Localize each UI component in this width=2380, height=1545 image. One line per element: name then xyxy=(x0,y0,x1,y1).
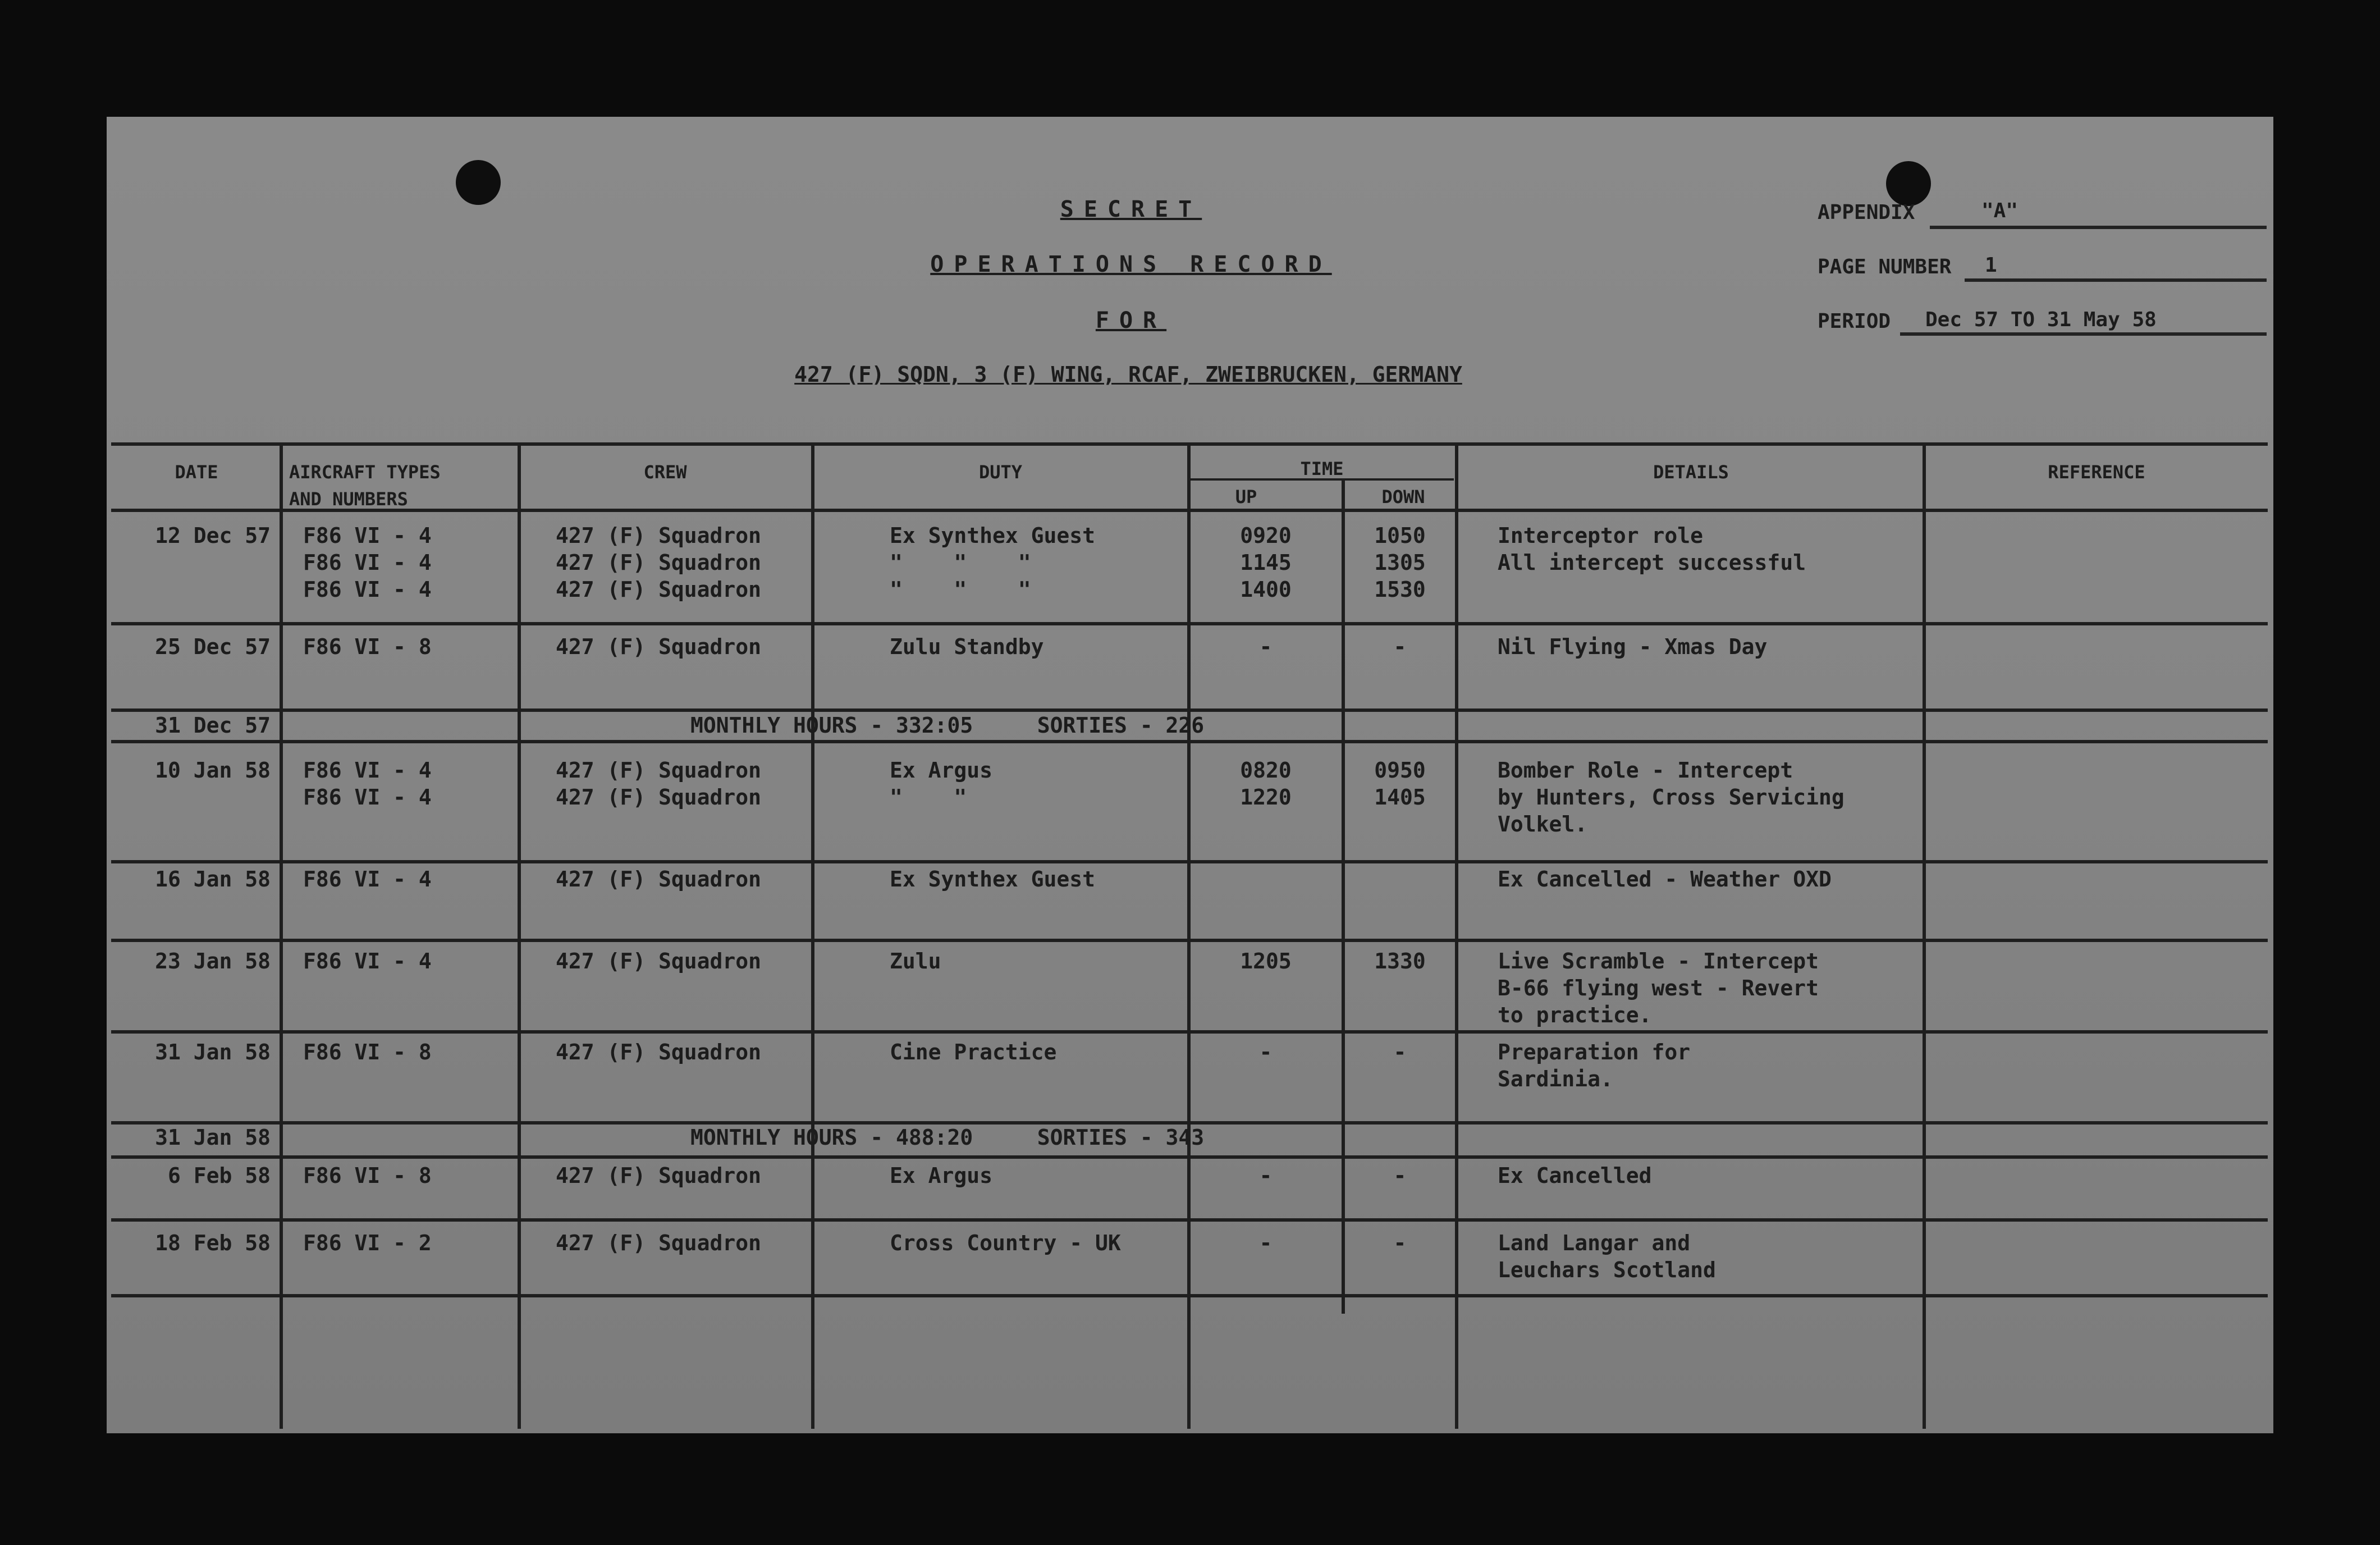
row-details: Nil Flying - Xmas Day xyxy=(1498,634,1768,659)
table-column-rule-2 xyxy=(811,442,814,1429)
row-duty: Zulu Standby xyxy=(890,634,1044,659)
row-time-up: 0820 1220 xyxy=(1240,758,1292,810)
col-duty-header: DUTY xyxy=(978,461,1023,483)
row-time-up: - xyxy=(1259,634,1273,659)
row-duty: Ex Argus " " xyxy=(890,758,993,810)
row-details: Ex Cancelled - Weather OXD xyxy=(1498,867,1832,892)
monthly-summary: MONTHLY HOURS - 488:20 SORTIES - 343 xyxy=(690,1125,1205,1150)
row-crew: 427 (F) Squadron 427 (F) Squadron xyxy=(556,758,762,810)
row-details: Preparation for Sardinia. xyxy=(1498,1040,1691,1091)
row-date: 23 Jan 58 xyxy=(155,949,271,973)
row-details: Ex Cancelled xyxy=(1498,1163,1652,1188)
row-aircraft: F86 VI - 4 F86 VI - 4 xyxy=(303,758,432,810)
row-aircraft: F86 VI - 8 xyxy=(303,634,432,659)
col-date-header: DATE xyxy=(175,461,218,483)
col-details-header: DETAILS xyxy=(1653,461,1729,483)
row-details: Interceptor role All intercept successful xyxy=(1498,523,1806,575)
row-time-down: - xyxy=(1393,1040,1407,1064)
table-column-rule-1 xyxy=(518,442,521,1429)
row-aircraft: F86 VI - 4 xyxy=(303,949,432,973)
row-time-up: - xyxy=(1259,1040,1273,1064)
col-aircraft-header: AIRCRAFT TYPES xyxy=(289,461,441,483)
row-date: 31 Jan 58 xyxy=(155,1040,271,1064)
page-number-value: 1 xyxy=(1985,254,1997,277)
period-value: Dec 57 TO 31 May 58 xyxy=(1925,308,2157,331)
appendix-value: "A" xyxy=(1981,199,2019,222)
col-time-up-header: UP xyxy=(1235,486,1257,508)
row-duty: Ex Synthex Guest xyxy=(890,867,1096,892)
row-time-up: 1205 xyxy=(1240,949,1292,973)
row-time-down: 0950 1405 xyxy=(1374,758,1426,810)
table-column-rule-0 xyxy=(280,442,283,1429)
row-time-down: - xyxy=(1393,634,1407,659)
punch-hole-right xyxy=(1886,161,1931,206)
row-crew: 427 (F) Squadron xyxy=(556,634,762,659)
row-time-down: - xyxy=(1393,1231,1407,1255)
row-details: Bomber Role - Intercept by Hunters, Cross Servicing Volkel. xyxy=(1498,758,1845,837)
period-rule xyxy=(1900,332,2267,336)
row-duty: Cross Country - UK xyxy=(890,1231,1121,1255)
row-duty: Zulu xyxy=(890,949,941,973)
row-crew: 427 (F) Squadron xyxy=(556,1231,762,1255)
row-crew: 427 (F) Squadron xyxy=(556,867,762,892)
row-crew: 427 (F) Squadron 427 (F) Squadron 427 (F) Squadron xyxy=(556,523,762,602)
row-crew: 427 (F) Squadron xyxy=(556,1040,762,1064)
page-number-label: PAGE NUMBER xyxy=(1818,255,1952,278)
row-date: 6 Feb 58 xyxy=(167,1163,271,1188)
unit-heading: 427 (F) SQDN, 3 (F) WING, RCAF, ZWEIBRUCKEN, GERMANY xyxy=(794,362,1462,387)
row-aircraft: F86 VI - 2 xyxy=(303,1231,432,1255)
row-time-down: 1050 1305 1530 xyxy=(1374,523,1426,602)
row-duty: Cine Practice xyxy=(890,1040,1057,1064)
monthly-summary: MONTHLY HOURS - 332:05 SORTIES - 226 xyxy=(690,713,1205,738)
operations-record-heading: OPERATIONS RECORD xyxy=(930,252,1332,277)
row-time-down: - xyxy=(1393,1163,1407,1188)
row-date: 12 Dec 57 xyxy=(155,523,271,548)
row-aircraft: F86 VI - 8 xyxy=(303,1040,432,1064)
row-date: 18 Feb 58 xyxy=(155,1231,271,1255)
period-label: PERIOD xyxy=(1818,310,1891,333)
col-crew-header: CREW xyxy=(643,461,687,483)
row-aircraft: F86 VI - 8 xyxy=(303,1163,432,1188)
appendix-rule xyxy=(1930,226,2267,229)
row-details: Live Scramble - Intercept B-66 flying west - Revert to practice. xyxy=(1498,949,1819,1027)
row-date: 25 Dec 57 xyxy=(155,634,271,659)
col-time-down-header: DOWN xyxy=(1381,486,1425,508)
appendix-label: APPENDIX xyxy=(1818,201,1915,224)
col-time-header: TIME xyxy=(1300,458,1344,479)
col-aircraft-header-2: AND NUMBERS xyxy=(289,488,408,510)
for-heading: FOR xyxy=(1095,308,1167,333)
col-reference-header: REFERENCE xyxy=(2048,461,2145,483)
row-date: 31 Dec 57 xyxy=(155,713,271,738)
row-time-up: - xyxy=(1259,1163,1273,1188)
row-date: 31 Jan 58 xyxy=(155,1125,271,1150)
row-crew: 427 (F) Squadron xyxy=(556,1163,762,1188)
row-duty: Ex Argus xyxy=(890,1163,993,1188)
row-time-up: 0920 1145 1400 xyxy=(1240,523,1292,602)
row-date: 10 Jan 58 xyxy=(155,758,271,783)
row-crew: 427 (F) Squadron xyxy=(556,949,762,973)
table-column-rule-6 xyxy=(1923,442,1926,1429)
secret-heading: SECRET xyxy=(1060,196,1202,222)
row-time-up: - xyxy=(1259,1231,1273,1255)
row-duty: Ex Synthex Guest " " " " " " xyxy=(890,523,1096,602)
row-aircraft: F86 VI - 4 xyxy=(303,867,432,892)
row-aircraft: F86 VI - 4 F86 VI - 4 F86 VI - 4 xyxy=(303,523,432,602)
row-time-down: 1330 xyxy=(1374,949,1426,973)
page-number-rule xyxy=(1965,278,2267,282)
table-column-rule-5 xyxy=(1455,442,1458,1429)
punch-hole-left xyxy=(456,160,501,205)
row-date: 16 Jan 58 xyxy=(155,867,271,892)
row-details: Land Langar and Leuchars Scotland xyxy=(1498,1231,1716,1282)
